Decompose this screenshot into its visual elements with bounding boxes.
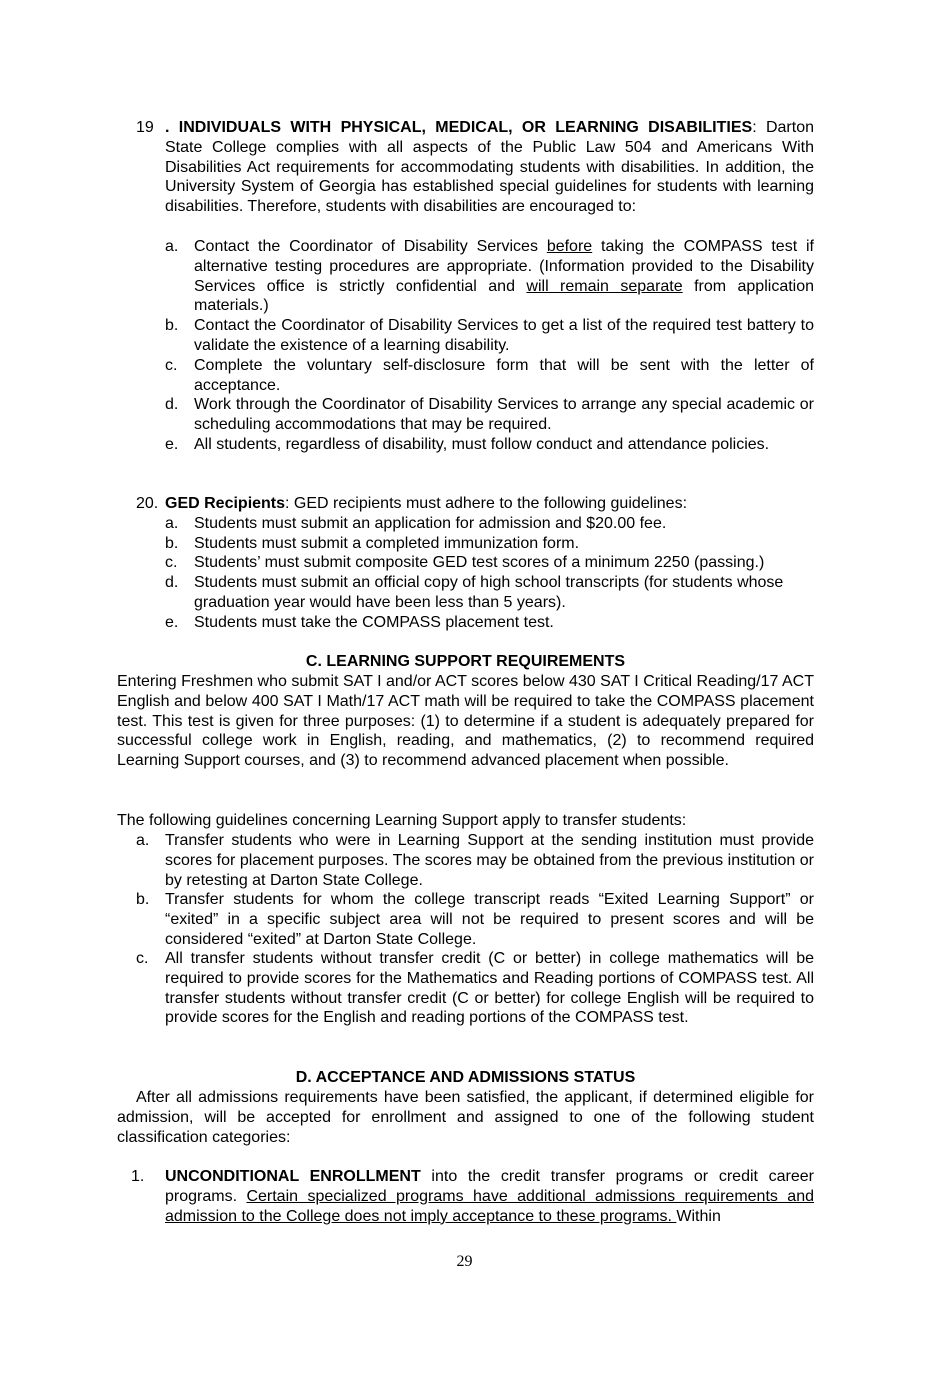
item-19a-underline-before: before — [546, 238, 593, 255]
section-c-item-b: Transfer students for whom the college transcript reads “Exited Learning Support” or “exited” in a specific subject area will not be required to present scores and will be considered “exited” at Darton State College. — [165, 891, 814, 948]
item-19e: All students, regardless of disability, must follow conduct and attendance policies. — [194, 436, 770, 453]
item-19a-underline-separate: will remain separate — [526, 277, 683, 295]
item-20-number: 20. — [136, 495, 159, 512]
item-19-body: : Darton State College complies with all aspects of the Public Law 504 and Americans With Disabilities Act requirements for accommodating students with disabilities. In addition, the University System of Georgia has established special guidelines for students with learning disabilities. Therefore, students with disabilities are encouraged to: — [165, 119, 814, 216]
item-19a-label: a. — [165, 238, 179, 255]
section-d-item-1-underline: Certain specialized programs have additional admissions requirements and admission to the College does not imply acceptance to these programs. — [165, 1187, 815, 1225]
item-19a-text-3: from application materials.) — [194, 277, 815, 315]
section-c-paragraph: Entering Freshmen who submit SAT I and/or ACT scores below 430 SAT I Critical Reading/17 ACT English and below 400 SAT I Math/17 ACT math will be required to take the COMPASS placement test. This test is given for three purposes: (1) to determine if a student is adequately prepared for successful college work in English, reading, and mathematics, (2) to recommend required Learning Support courses, and (3) to recommend advanced placement when possible. — [117, 673, 814, 770]
item-20e: Students must take the COMPASS placement test. — [194, 614, 554, 631]
item-20e-label: e. — [165, 614, 179, 631]
section-d-item-1 — [165, 1167, 814, 1226]
item-20-heading: GED Recipients — [165, 495, 286, 512]
item-20b-label: b. — [165, 535, 179, 552]
section-c-item-a: Transfer students who were in Learning Support at the sending institution must provide scores for placement purposes. The scores may be obtained from the previous institution or by retesting at Darton State College. — [165, 832, 814, 889]
section-d-heading: D. ACCEPTANCE AND ADMISSIONS STATUS — [295, 1069, 636, 1086]
section-c-item-c-label: c. — [136, 950, 149, 967]
item-19d-label: d. — [165, 396, 179, 413]
item-20d-label: d. — [165, 574, 179, 591]
item-20b: Students must submit a completed immunization form. — [194, 535, 580, 552]
item-20 — [165, 494, 814, 514]
item-19c: Complete the voluntary self-disclosure form that will be sent with the letter of acceptance. — [194, 357, 814, 394]
section-c-item-a-label: a. — [136, 832, 150, 849]
item-19b-label: b. — [165, 317, 179, 334]
section-d-item-1-heading: UNCONDITIONAL ENROLLMENT — [165, 1168, 421, 1185]
section-c-intro: The following guidelines concerning Learning Support apply to transfer students: — [117, 812, 687, 829]
section-d-paragraph: After all admissions requirements have been satisfied, the applicant, if determined eligible for admission, will be accepted for enrollment and assigned to one of the following student classification categories: — [117, 1089, 814, 1146]
item-19d: Work through the Coordinator of Disability Services to arrange any special academic or scheduling accommodations that may be required. — [194, 396, 814, 433]
section-c-item-c: All transfer students without transfer credit (C or better) in college mathematics will be required to provide scores for the Mathematics and Reading portions of COMPASS test. All transfer students without transfer credit (C or better) for college English will be required to provide scores for the English and reading portions of the COMPASS test. — [165, 950, 814, 1027]
section-d-item-1-label: 1. — [131, 1168, 145, 1185]
item-19e-label: e. — [165, 436, 179, 453]
item-20-body: : GED recipients must adhere to the following guidelines: — [285, 495, 688, 512]
item-20c: Students’ must submit composite GED test scores of a minimum 2250 (passing.) — [194, 554, 765, 571]
item-19b: Contact the Coordinator of Disability Services to get a list of the required test battery to validate the existence of a learning disability. — [194, 317, 814, 354]
section-d-item-1-text: into the credit transfer programs or credit career programs. — [165, 1168, 815, 1205]
item-19a — [194, 237, 814, 316]
section-c-item-b-label: b. — [136, 891, 150, 908]
item-19a-text-2: taking the COMPASS test if alternative testing procedures are appropriate. (Information provided to the Disability Services office is strictly confidential and — [194, 238, 814, 295]
page-number: 29 — [456, 1253, 473, 1270]
item-19 — [165, 118, 814, 217]
section-c-heading: C. LEARNING SUPPORT REQUIREMENTS — [305, 653, 626, 670]
item-20a-label: a. — [165, 515, 179, 532]
section-d-item-1-text-2: Within — [676, 1207, 721, 1225]
item-20d: Students must submit an official copy of high school transcripts (for students whose graduation year would have been less than 5 years). — [194, 574, 784, 611]
item-19c-label: c. — [165, 357, 178, 374]
item-19-heading: . INDIVIDUALS WITH PHYSICAL, MEDICAL, OR LEARNING DISABILITIES — [165, 119, 753, 136]
item-19a-text: Contact the Coordinator of Disability Services — [194, 238, 547, 255]
item-20c-label: c. — [165, 554, 178, 571]
item-20a: Students must submit an application for admission and $20.00 fee. — [194, 515, 667, 532]
item-19-number: 19 — [136, 119, 154, 136]
